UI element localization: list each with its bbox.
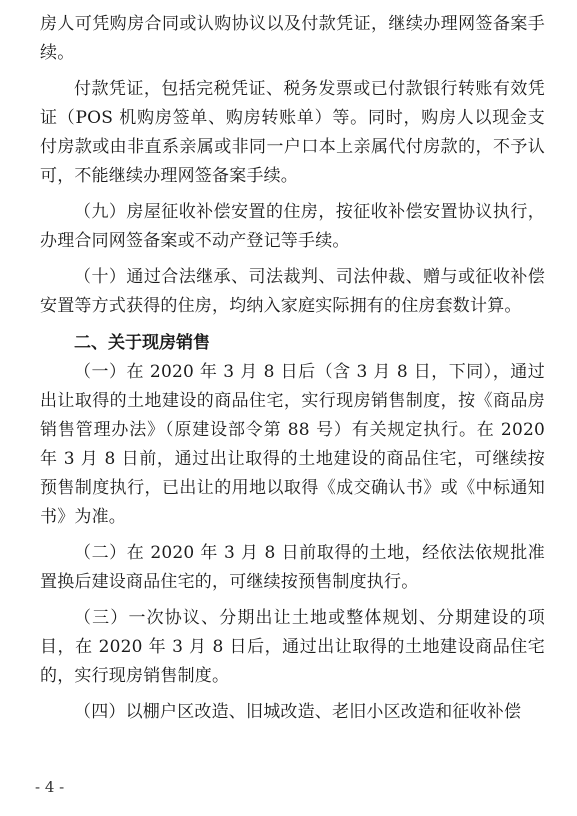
page-number: - 4 - [35,778,65,796]
paragraph-item-nine: （九）房屋征收补偿安置的住房，按征收补偿安置协议执行，办理合同网签备案或不动产登记等手续。 [40,202,545,251]
paragraph-item-three: （三）一次协议、分期出让土地或整体规划、分期建设的项目，在 2020 年 3 月 8 日后，通过出让取得的土地建设商品住宅的，实行现房销售制度。 [40,608,545,686]
paragraph-continuation: 房人可凭购房合同或认购协议以及付款凭证，继续办理网签备案手续。 [40,14,545,63]
section-heading: 二、关于现房销售 [74,333,210,353]
paragraph-payment-voucher: 付款凭证，包括完税凭证、税务发票或已付款银行转账有效凭证（POS 机购房签单、购房转账单）等。同时，购房人以现金支付房款或由非直系亲属或非同一户口本上亲属代付房款的，不予认可，不能继续办理网签备案手续。 [40,79,545,186]
paragraph-item-one: （一）在 2020 年 3 月 8 日后（含 3 月 8 日，下同），通过出让取得的土地建设的商品住宅，实行现房销售制度，按《商品房销售管理办法》（原建设部令第 88 号）有关规定执行。在 2020 年 3 月 8 日前，通过出让取得的土地建设的商品住宅，可继续按预售制度执行，已出让的用地以取得《成交确认书》或《中标通知书》为准。 [40,362,545,527]
paragraph-item-ten: （十）通过合法继承、司法裁判、司法仲裁、赠与或征收补偿安置等方式获得的住房，均纳入家庭实际拥有的住房套数计算。 [40,267,545,316]
document-body [40,10,545,727]
paragraph-item-two: （二）在 2020 年 3 月 8 日前取得的土地，经依法依规批准置换后建设商品住宅的，可继续按预售制度执行。 [40,543,545,592]
paragraph-item-four: （四）以棚户区改造、旧城改造、老旧小区改造和征收补偿 [74,702,522,722]
